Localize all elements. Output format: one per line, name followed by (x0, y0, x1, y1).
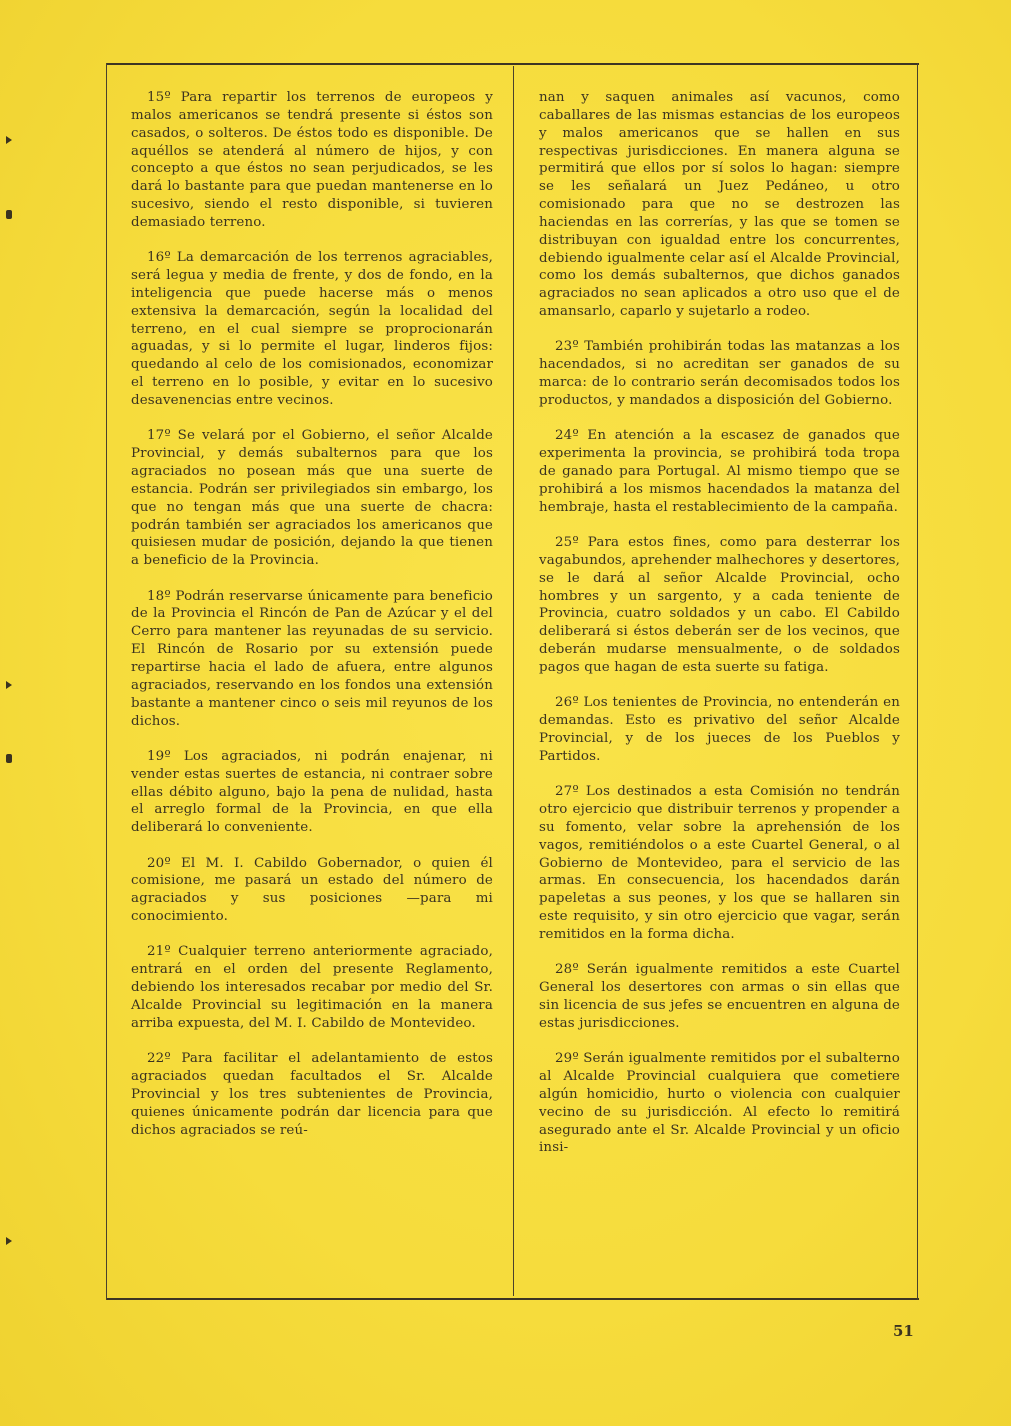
margin-mark (6, 1237, 12, 1245)
left-rule (106, 63, 107, 1300)
article-27: 27º Los destinados a esta Comisión no tendrán otro ejercicio que distribuir terrenos y propender a su fomento, velar sobre la aprehensión de los vagos, remitiéndolos o a este Cuartel General, o al Gobierno de Montevideo, para el servicio de las armas. En consecuencia, los hacendados darán papeletas a sus peones, y los que se hallaren sin este requisito, y sin otro ejercicio que vagar, serán remitidos en la forma dicha. (539, 784, 900, 942)
right-column (539, 89, 900, 1289)
page-number: 51 (893, 1322, 914, 1340)
left-column (131, 89, 493, 1289)
right-rule (917, 63, 918, 1300)
article-22: 22º Para facilitar el adelantamiento de estos agraciados quedan facultados el Sr. Alcalde Provincial y los tres subtenientes de Provincia, quienes únicamente podrán dar licencia para que dichos agraciados se reú- (131, 1051, 493, 1138)
article-18: 18º Podrán reservarse únicamente para beneficio de la Provincia el Rincón de Pan de Azúcar y el del Cerro para mantener las reyunadas de su servicio. El Rincón de Rosario por su extensión puede repartirse hacia el lado de afuera, entre algunos agraciados, reservando en los fondos una extensión bastante a mantener cinco o seis mil reyunos de los dichos. (131, 588, 493, 729)
article-24: 24º En atención a la escasez de ganados que experimenta la provincia, se prohibirá toda tropa de ganado para Portugal. Al mismo tiempo que se prohibirá a los mismos hacendados la matanza del hembraje, hasta el restablecimiento de la campaña. (539, 428, 900, 515)
article-15: 15º Para repartir los terrenos de europeos y malos americanos se tendrá presente si éstos son casados, o solteros. De éstos todo es disponible. De aquéllos se atenderá al número de hijos, y con concepto a que éstos no sean perjudicados, se les dará lo bastante para que puedan mantenerse en lo sucesivo, siendo el resto disponible, si tuvieren demasiado terreno. (131, 90, 493, 230)
article-22-continued: nan y saquen animales así vacunos, como caballares de las mismas estancias de los europeos y malos americanos que se hallen en sus respectivas jurisdicciones. En manera alguna se permitirá que ellos por sí solos lo hagan: siempre se les señalará un Juez Pedáneo, u otro comisionado para que no se destrozen las haciendas en las correrías, y las que se tomen se distribuyan con igualdad entre los concurrentes, debiendo igualmente celar así el Alcalde Provincial, como los demás subalternos, que dichos ganados agraciados no sean aplicados a otro uso que el de amansarlo, caparlo y sujetarlo a rodeo. (539, 90, 900, 320)
article-23: 23º También prohibirán todas las matanzas a los hacendados, si no acreditan ser ganados de su marca: de lo contrario serán decomisados todos los productos, y mandados a disposición del Gobierno. (539, 339, 900, 408)
article-17: 17º Se velará por el Gobierno, el señor Alcalde Provincial, y demás subalternos para que los agraciados no posean más que una suerte de estancia. Podrán ser privilegiados sin embargo, los que no tengan más que una suerte de chacra: podrán también ser agraciados los americanos que quisiesen mudar de posición, dejando la que tienen a beneficio de la Provincia. (131, 428, 493, 569)
margin-mark (6, 754, 12, 763)
column-divider (513, 66, 514, 1296)
article-25: 25º Para estos fines, como para desterrar los vagabundos, aprehender malhechores y desertores, se le dará al señor Alcalde Provincial, ocho hombres y un sargento, y a cada teniente de Provincia, cuatro soldados y un cabo. El Cabildo deliberará si éstos deberán ser de los vecinos, que deberán mudarse mensualmente, o de soldados pagos que hagan de esta suerte su fatiga. (539, 535, 900, 675)
article-21: 21º Cualquier terreno anteriormente agraciado, entrará en el orden del presente Reglamento, debiendo los interesados recabar por medio del Sr. Alcalde Provincial su legitimación en la manera arriba expuesta, del M. I. Cabildo de Montevideo. (131, 944, 493, 1031)
article-19: 19º Los agraciados, ni podrán enajenar, ni vender estas suertes de estancia, ni contraer sobre ellas débito alguno, bajo la pena de nulidad, hasta el arreglo formal de la Provincia, en que ella deliberará lo conveniente. (131, 748, 493, 836)
article-26: 26º Los tenientes de Provincia, no entenderán en demandas. Esto es privativo del señor Alcalde Provincial, y de los jueces de los Pueblos y Partidos. (539, 695, 900, 764)
article-16: 16º La demarcación de los terrenos agraciables, será legua y media de frente, y dos de fondo, en la inteligencia que puede hacerse más o menos extensiva la demarcación, según la localidad del terreno, en el cual siempre se proprocionarán aguadas, y si lo permite el lugar, linderos fijos: quedando al celo de los comisionados, economizar el terreno en lo posible, y evitar en lo sucesivo desavenencias entre vecinos. (131, 250, 493, 408)
article-20: 20º El M. I. Cabildo Gobernador, o quien él comisione, me pasará un estado del número de agraciados y sus posiciones —para mi conocimiento. (131, 855, 493, 925)
article-28: 28º Serán igualmente remitidos a este Cuartel General los desertores con armas o sin ellas que sin licencia de sus jefes se encuentren en alguna de estas jurisdicciones. (539, 962, 900, 1031)
article-29: 29º Serán igualmente remitidos por el subalterno al Alcalde Provincial cualquiera que cometiere algún homicidio, hurto o violencia con cualquier vecino de su jurisdicción. Al efecto lo remitirá asegurado ante el Sr. Alcalde Provincial y un oficio insi- (539, 1051, 900, 1156)
margin-mark (6, 681, 12, 689)
margin-mark (6, 210, 12, 219)
margin-mark (6, 136, 12, 144)
top-rule (106, 63, 919, 65)
bottom-rule (106, 1298, 919, 1300)
